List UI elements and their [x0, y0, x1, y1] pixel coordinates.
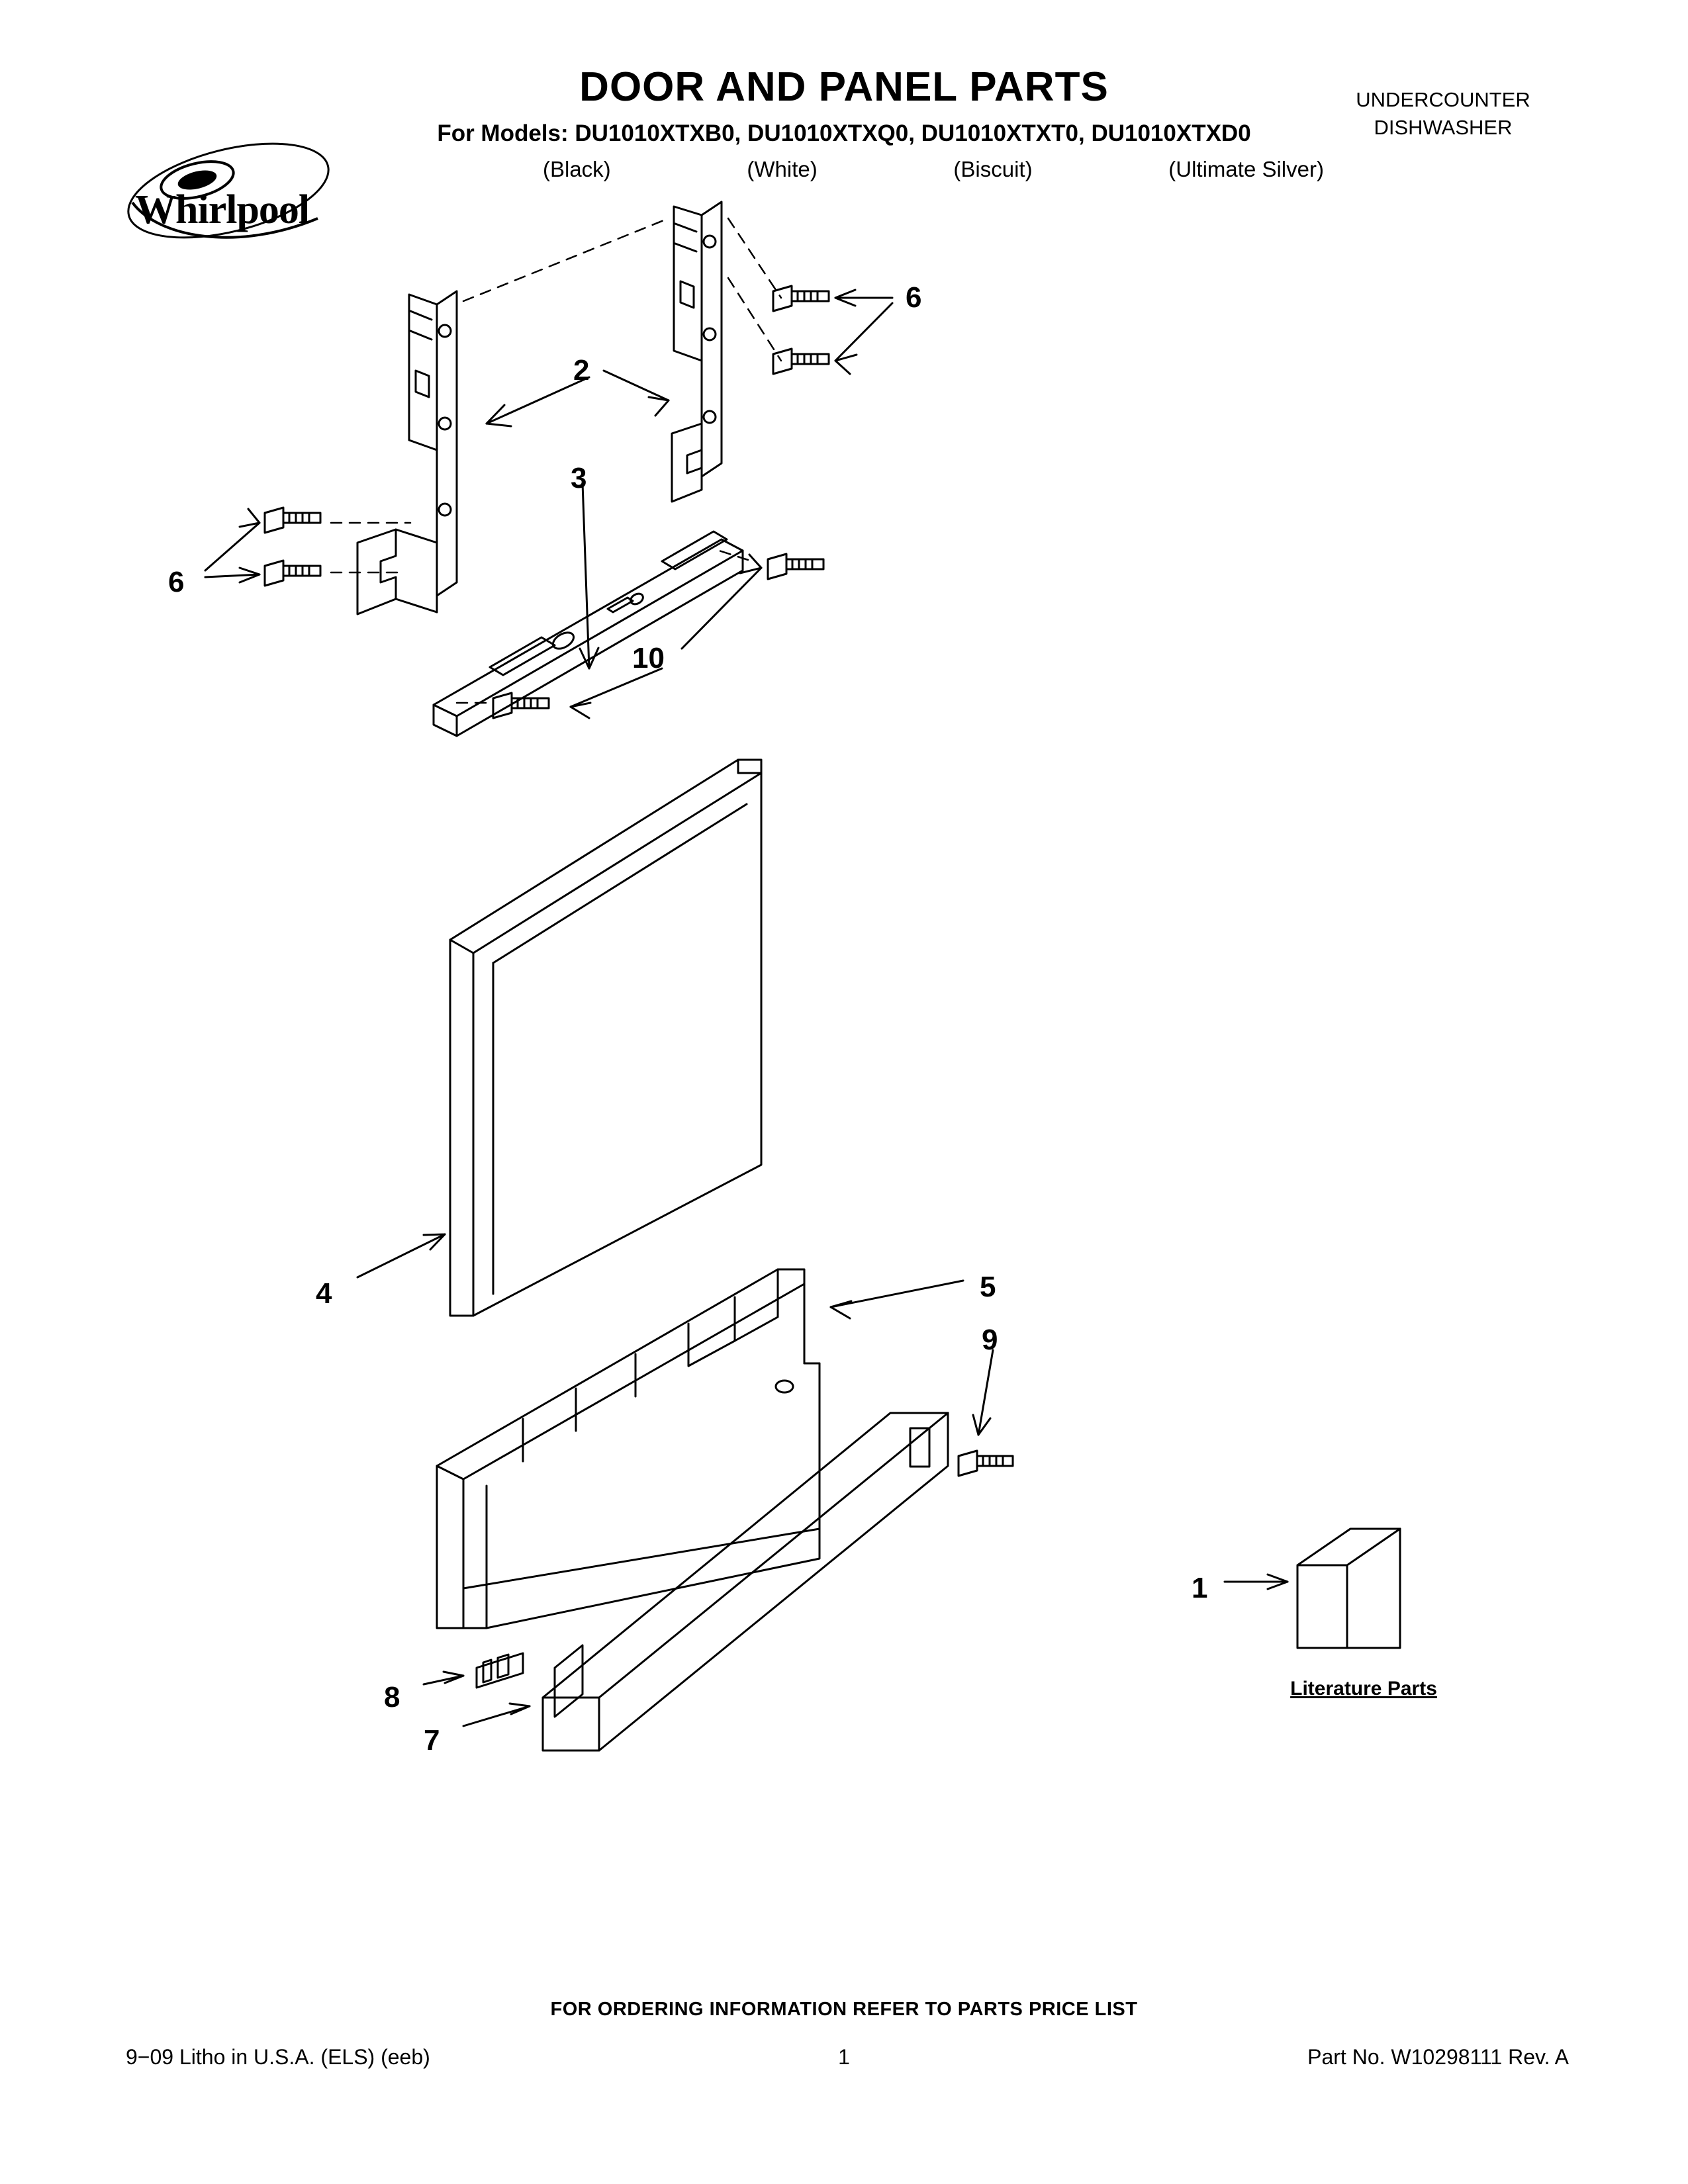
callout-2: 2 [573, 354, 590, 387]
footer-litho-info: 9−09 Litho in U.S.A. (ELS) (eeb) [126, 2045, 430, 2069]
ordering-information-note: FOR ORDERING INFORMATION REFER TO PARTS PRICE LIST [550, 1999, 1138, 2020]
color-option-ultimate-silver: (Ultimate Silver) [1168, 157, 1324, 181]
part-toe-kick-strip [543, 1413, 948, 1751]
part-screw-10-lower [493, 693, 549, 718]
part-lower-access-panel [437, 1269, 820, 1628]
callout-6-top: 6 [906, 281, 922, 314]
part-screw-10-upper [768, 554, 823, 579]
page-title: DOOR AND PANEL PARTS [579, 64, 1109, 110]
part-retaining-clip [477, 1653, 523, 1688]
footer-part-number: Part No. W10298111 Rev. A [1307, 2045, 1569, 2069]
part-right-hinge-bracket [672, 202, 722, 502]
color-option-biscuit: (Biscuit) [953, 157, 1033, 181]
callout-6-left: 6 [168, 566, 185, 598]
leader-lines [205, 290, 1288, 1726]
callout-1: 1 [1192, 1572, 1208, 1604]
literature-parts-caption: Literature Parts [1290, 1678, 1437, 1700]
part-screw-9 [959, 1451, 1013, 1476]
footer-page-number: 1 [838, 2045, 850, 2069]
part-screw-6-left-a [265, 508, 320, 533]
models-line: For Models: DU1010XTXB0, DU1010XTXQ0, DU1010XTXT0, DU1010XTXD0 [437, 120, 1251, 146]
appliance-type-line2: DISHWASHER [1374, 116, 1513, 139]
part-literature-booklet [1297, 1529, 1400, 1648]
callout-10: 10 [632, 642, 665, 674]
callout-7: 7 [424, 1724, 440, 1756]
alignment-dashed-lines [331, 218, 781, 703]
part-left-hinge-bracket [357, 291, 457, 614]
appliance-type-line1: UNDERCOUNTER [1356, 88, 1530, 111]
callout-4: 4 [316, 1277, 332, 1310]
part-door-outer-panel [450, 760, 761, 1316]
callout-9: 9 [982, 1324, 998, 1356]
callout-8: 8 [384, 1681, 400, 1713]
color-option-white: (White) [747, 157, 818, 181]
whirlpool-wordmark: Whirlpool [135, 187, 310, 232]
callout-5: 5 [980, 1271, 996, 1303]
part-screw-6-left-b [265, 561, 320, 586]
callout-3: 3 [571, 462, 587, 494]
color-option-black: (Black) [543, 157, 611, 181]
